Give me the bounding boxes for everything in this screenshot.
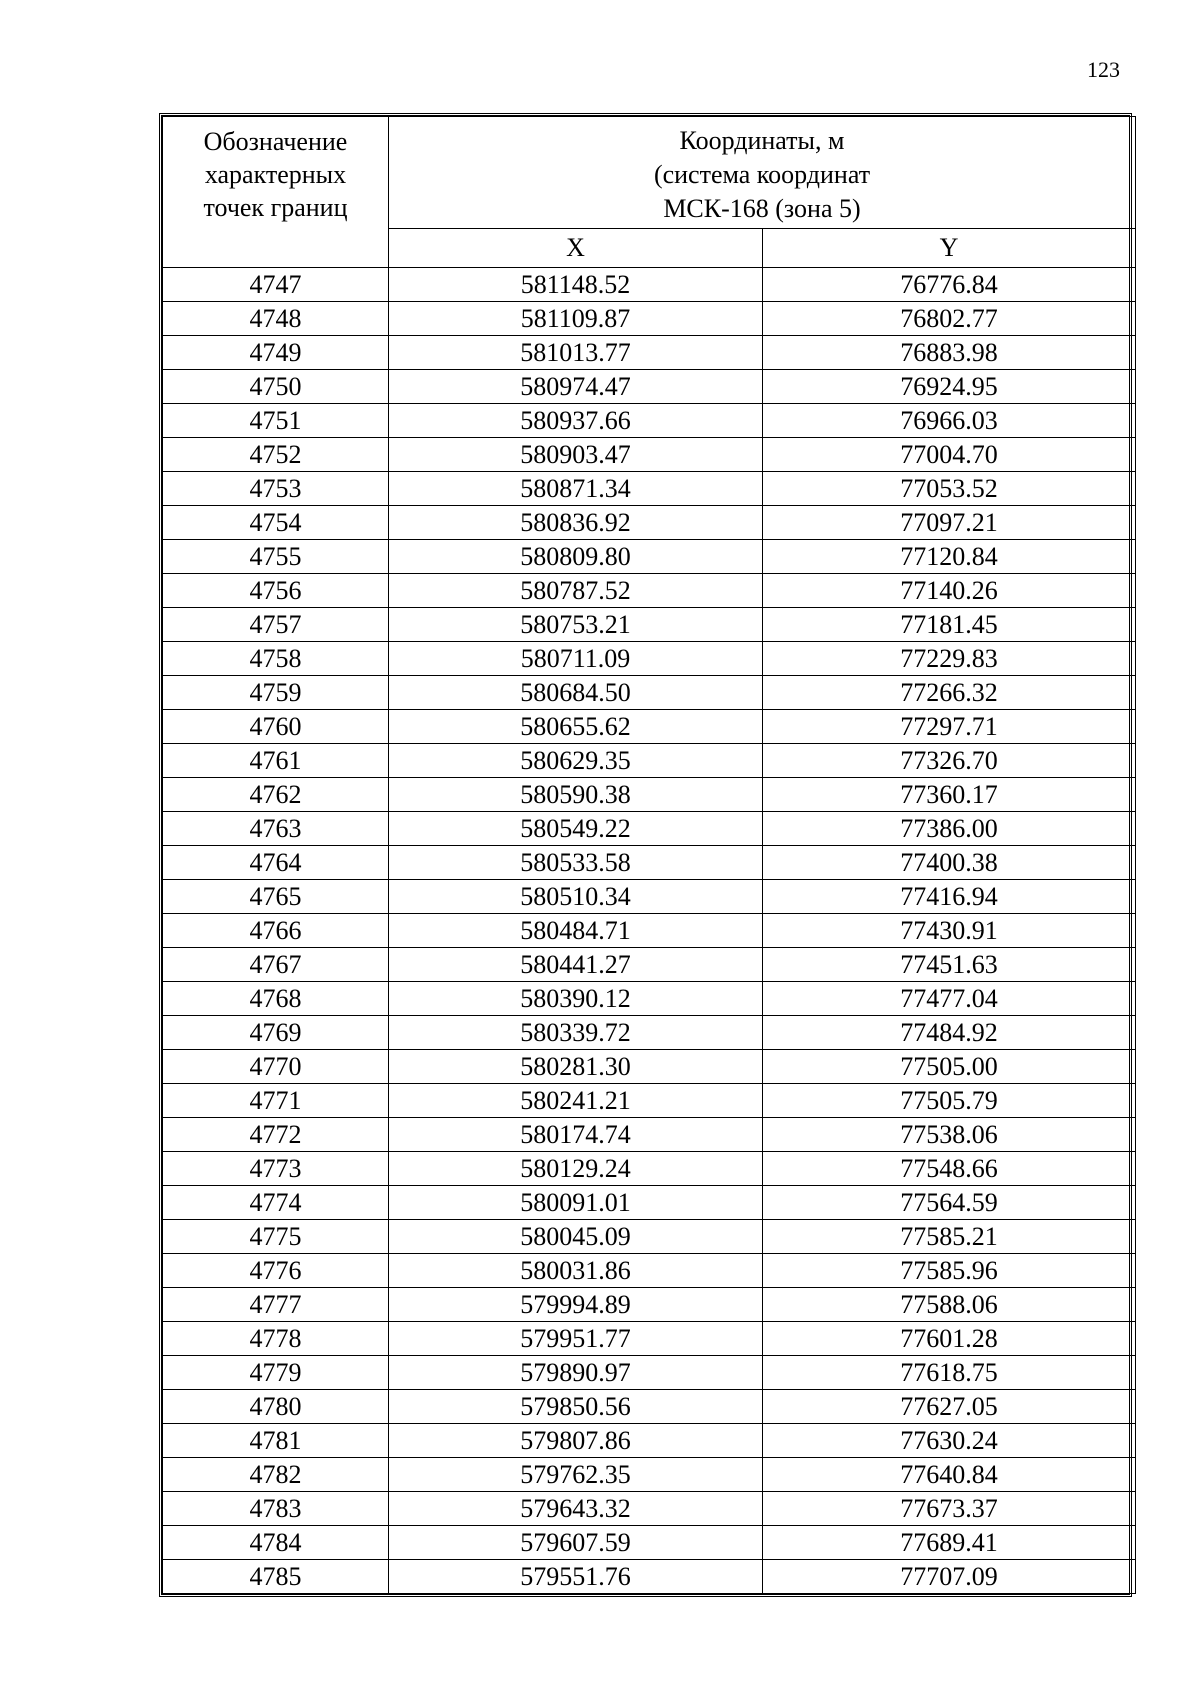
y-coordinate-cell: 77548.66 (763, 1152, 1136, 1186)
point-number-cell: 4778 (163, 1322, 389, 1356)
y-coordinate-cell: 77297.71 (763, 710, 1136, 744)
y-coordinate-cell: 77689.41 (763, 1526, 1136, 1560)
x-coordinate-cell: 580684.50 (389, 676, 763, 710)
x-coordinate-cell: 580281.30 (389, 1050, 763, 1084)
y-coordinate-cell: 77120.84 (763, 540, 1136, 574)
table-row (163, 778, 1136, 812)
table-row (163, 1356, 1136, 1390)
point-number-cell: 4785 (163, 1560, 389, 1594)
y-coordinate-cell: 77266.32 (763, 676, 1136, 710)
x-coordinate-cell: 581148.52 (389, 268, 763, 302)
point-number-cell: 4772 (163, 1118, 389, 1152)
header-designation-line-2: характерных (204, 160, 347, 189)
table-row (163, 302, 1136, 336)
x-coordinate-cell: 581013.77 (389, 336, 763, 370)
header-coordinates-line-3: МСК-168 (зона 5) (663, 193, 861, 223)
point-number-cell: 4765 (163, 880, 389, 914)
header-coordinates-line-2: (система координат (653, 159, 871, 189)
point-number-cell: 4757 (163, 608, 389, 642)
x-coordinate-cell: 580753.21 (389, 608, 763, 642)
table-row (163, 268, 1136, 302)
x-coordinate-cell: 580937.66 (389, 404, 763, 438)
x-coordinate-cell: 580549.22 (389, 812, 763, 846)
table-row (163, 608, 1136, 642)
point-number-cell: 4777 (163, 1288, 389, 1322)
point-number-cell: 4751 (163, 404, 389, 438)
point-number-cell: 4764 (163, 846, 389, 880)
point-number-cell: 4769 (163, 1016, 389, 1050)
point-number-cell: 4752 (163, 438, 389, 472)
table-row (163, 1390, 1136, 1424)
y-coordinate-cell: 77585.21 (763, 1220, 1136, 1254)
point-number-cell: 4776 (163, 1254, 389, 1288)
x-coordinate-cell: 580655.62 (389, 710, 763, 744)
x-coordinate-cell: 580590.38 (389, 778, 763, 812)
x-coordinate-cell: 579890.97 (389, 1356, 763, 1390)
point-number-cell: 4774 (163, 1186, 389, 1220)
point-number-cell: 4782 (163, 1458, 389, 1492)
table-row (163, 914, 1136, 948)
point-number-cell: 4748 (163, 302, 389, 336)
y-coordinate-cell: 77618.75 (763, 1356, 1136, 1390)
table-row (163, 370, 1136, 404)
y-coordinate-cell: 76924.95 (763, 370, 1136, 404)
point-number-cell: 4783 (163, 1492, 389, 1526)
point-number-cell: 4779 (163, 1356, 389, 1390)
y-coordinate-cell: 76883.98 (763, 336, 1136, 370)
point-number-cell: 4755 (163, 540, 389, 574)
table-row (163, 1084, 1136, 1118)
y-coordinate-cell: 77707.09 (763, 1560, 1136, 1594)
point-number-cell: 4775 (163, 1220, 389, 1254)
x-coordinate-cell: 580484.71 (389, 914, 763, 948)
point-number-cell: 4762 (163, 778, 389, 812)
point-number-cell: 4767 (163, 948, 389, 982)
x-coordinate-cell: 581109.87 (389, 302, 763, 336)
y-coordinate-cell: 77229.83 (763, 642, 1136, 676)
header-point-designation (163, 117, 389, 268)
x-coordinate-cell: 580711.09 (389, 642, 763, 676)
table-row (163, 1526, 1136, 1560)
x-coordinate-cell: 580871.34 (389, 472, 763, 506)
table-row (163, 744, 1136, 778)
table-row (163, 336, 1136, 370)
y-coordinate-cell: 76776.84 (763, 268, 1136, 302)
x-coordinate-cell: 580787.52 (389, 574, 763, 608)
table-body (163, 268, 1136, 1594)
x-coordinate-cell: 580533.58 (389, 846, 763, 880)
point-number-cell: 4750 (163, 370, 389, 404)
coordinates-table (162, 116, 1136, 1594)
table-row (163, 1118, 1136, 1152)
point-number-cell: 4763 (163, 812, 389, 846)
x-coordinate-cell: 579994.89 (389, 1288, 763, 1322)
point-number-cell: 4760 (163, 710, 389, 744)
y-coordinate-cell: 77588.06 (763, 1288, 1136, 1322)
y-coordinate-cell: 77640.84 (763, 1458, 1136, 1492)
y-coordinate-cell: 77630.24 (763, 1424, 1136, 1458)
coordinates-table-frame (159, 113, 1132, 1597)
table-row (163, 710, 1136, 744)
point-number-cell: 4759 (163, 676, 389, 710)
table-row (163, 472, 1136, 506)
point-number-cell: 4753 (163, 472, 389, 506)
y-coordinate-cell: 77416.94 (763, 880, 1136, 914)
x-coordinate-cell: 580339.72 (389, 1016, 763, 1050)
table-row (163, 1560, 1136, 1594)
table-row (163, 676, 1136, 710)
table-row (163, 642, 1136, 676)
x-coordinate-cell: 580809.80 (389, 540, 763, 574)
header-x: X (389, 229, 763, 268)
point-number-cell: 4756 (163, 574, 389, 608)
table-row (163, 880, 1136, 914)
header-coordinates-line-1: Координаты, м (679, 125, 845, 155)
x-coordinate-cell: 579643.32 (389, 1492, 763, 1526)
x-coordinate-cell: 579951.77 (389, 1322, 763, 1356)
point-number-cell: 4747 (163, 268, 389, 302)
y-coordinate-cell: 76802.77 (763, 302, 1136, 336)
y-coordinate-cell: 77181.45 (763, 608, 1136, 642)
table-row (163, 982, 1136, 1016)
x-coordinate-cell: 579807.86 (389, 1424, 763, 1458)
table-row (163, 1288, 1136, 1322)
table-row (163, 812, 1136, 846)
x-coordinate-cell: 580174.74 (389, 1118, 763, 1152)
point-number-cell: 4773 (163, 1152, 389, 1186)
x-coordinate-cell: 580510.34 (389, 880, 763, 914)
x-coordinate-cell: 579762.35 (389, 1458, 763, 1492)
table-row (163, 1016, 1136, 1050)
y-coordinate-cell: 77140.26 (763, 574, 1136, 608)
header-designation-line-1: Обозначение (203, 127, 348, 156)
x-coordinate-cell: 580629.35 (389, 744, 763, 778)
point-number-cell: 4749 (163, 336, 389, 370)
y-coordinate-cell: 77538.06 (763, 1118, 1136, 1152)
x-coordinate-cell: 580045.09 (389, 1220, 763, 1254)
y-coordinate-cell: 76966.03 (763, 404, 1136, 438)
x-coordinate-cell: 579850.56 (389, 1390, 763, 1424)
table-row (163, 1220, 1136, 1254)
header-coordinates (389, 117, 1136, 229)
header-y: Y (763, 229, 1136, 268)
y-coordinate-cell: 77627.05 (763, 1390, 1136, 1424)
table-row (163, 1492, 1136, 1526)
y-coordinate-cell: 77053.52 (763, 472, 1136, 506)
y-coordinate-cell: 77564.59 (763, 1186, 1136, 1220)
x-coordinate-cell: 580091.01 (389, 1186, 763, 1220)
table-row (163, 1322, 1136, 1356)
x-coordinate-cell: 580441.27 (389, 948, 763, 982)
x-coordinate-cell: 579607.59 (389, 1526, 763, 1560)
y-coordinate-cell: 77386.00 (763, 812, 1136, 846)
table-row (163, 1186, 1136, 1220)
point-number-cell: 4761 (163, 744, 389, 778)
table-row (163, 1254, 1136, 1288)
y-coordinate-cell: 77505.79 (763, 1084, 1136, 1118)
table-row (163, 404, 1136, 438)
point-number-cell: 4758 (163, 642, 389, 676)
table-row (163, 540, 1136, 574)
x-coordinate-cell: 580974.47 (389, 370, 763, 404)
table-row (163, 1424, 1136, 1458)
point-number-cell: 4781 (163, 1424, 389, 1458)
point-number-cell: 4754 (163, 506, 389, 540)
y-coordinate-cell: 77004.70 (763, 438, 1136, 472)
y-coordinate-cell: 77601.28 (763, 1322, 1136, 1356)
table-row (163, 948, 1136, 982)
x-coordinate-cell: 580031.86 (389, 1254, 763, 1288)
point-number-cell: 4768 (163, 982, 389, 1016)
y-coordinate-cell: 77430.91 (763, 914, 1136, 948)
x-coordinate-cell: 580390.12 (389, 982, 763, 1016)
x-coordinate-cell: 579551.76 (389, 1560, 763, 1594)
table-row (163, 438, 1136, 472)
table-row (163, 1050, 1136, 1084)
table-row (163, 506, 1136, 540)
y-coordinate-cell: 77484.92 (763, 1016, 1136, 1050)
x-coordinate-cell: 580241.21 (389, 1084, 763, 1118)
point-number-cell: 4780 (163, 1390, 389, 1424)
point-number-cell: 4771 (163, 1084, 389, 1118)
y-coordinate-cell: 77360.17 (763, 778, 1136, 812)
y-coordinate-cell: 77451.63 (763, 948, 1136, 982)
table-row (163, 574, 1136, 608)
table-row (163, 1458, 1136, 1492)
y-coordinate-cell: 77585.96 (763, 1254, 1136, 1288)
y-coordinate-cell: 77673.37 (763, 1492, 1136, 1526)
point-number-cell: 4770 (163, 1050, 389, 1084)
page-number: 123 (1087, 57, 1120, 82)
y-coordinate-cell: 77505.00 (763, 1050, 1136, 1084)
x-coordinate-cell: 580129.24 (389, 1152, 763, 1186)
y-coordinate-cell: 77097.21 (763, 506, 1136, 540)
table-row (163, 1152, 1136, 1186)
table-row (163, 846, 1136, 880)
x-coordinate-cell: 580836.92 (389, 506, 763, 540)
y-coordinate-cell: 77400.38 (763, 846, 1136, 880)
point-number-cell: 4766 (163, 914, 389, 948)
header-designation-line-3: точек границ (203, 193, 348, 222)
point-number-cell: 4784 (163, 1526, 389, 1560)
y-coordinate-cell: 77326.70 (763, 744, 1136, 778)
y-coordinate-cell: 77477.04 (763, 982, 1136, 1016)
x-coordinate-cell: 580903.47 (389, 438, 763, 472)
